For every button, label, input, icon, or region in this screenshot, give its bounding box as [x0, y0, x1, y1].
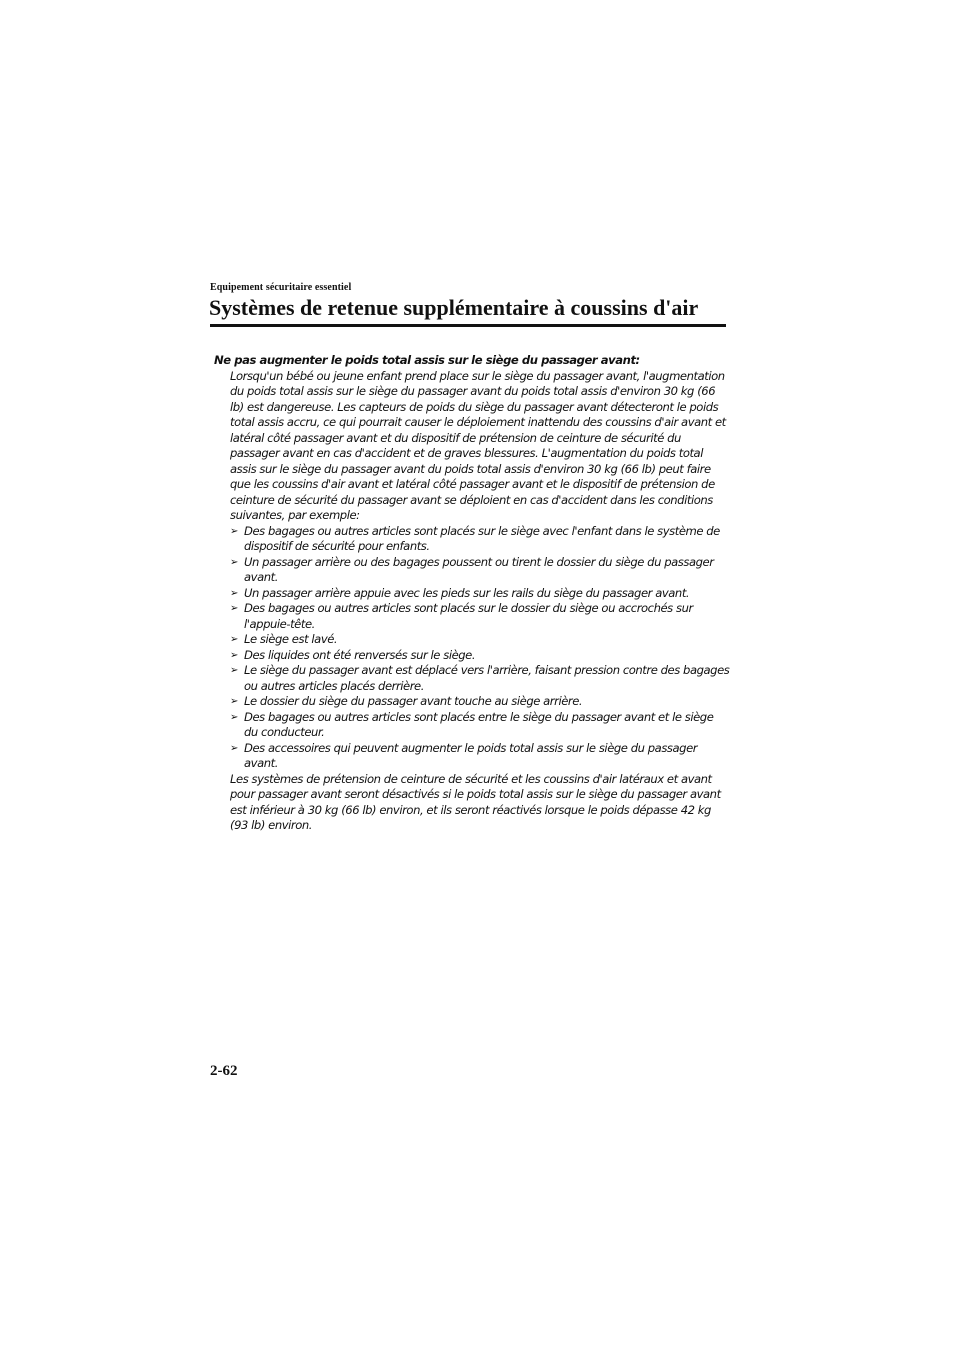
list-item-text: Le dossier du siège du passager avant touche au siège arrière. [244, 694, 583, 708]
list-item [230, 741, 730, 772]
list-item-text: Le siège du passager avant est déplacé vers l'arrière, faisant pression contre des bagages ou autres articles placés derrière. [244, 663, 730, 693]
section-label: Equipement sécuritaire essentiel [210, 282, 352, 293]
list-item [230, 524, 730, 555]
list-item [230, 663, 730, 694]
arrow-bullet-icon: ➢ [230, 556, 238, 568]
warning-heading: Ne pas augmenter le poids total assis sur le siège du passager avant: [214, 353, 640, 367]
page-number: 2-62 [210, 1063, 238, 1079]
arrow-bullet-icon: ➢ [230, 742, 238, 754]
list-item [230, 555, 730, 586]
warning-body: Lorsqu'un bébé ou jeune enfant prend place sur le siège du passager avant, l'augmentation du poids total assis sur le siège du passager avant du poids total assis d'environ 30 kg (66 lb) est dangereuse. Les capteurs de poids du siège du passager avant détecteront le poids total assis accru, ce qui pourrait causer le déploiement inattendu des coussins d'air avant et latéral côté passager avant et du dispositif de prétension de ceinture de sécurité du passager avant en cas d'accident et de graves blessures. L'augmentation du poids total assis sur le siège du passager avant du poids total assis d'environ 30 kg (66 lb) peut faire que les coussins d'air avant et latéral côté passager avant et le dispositif de prétension de ceinture de sécurité du passager avant se déploient en cas d'accident dans les conditions suivantes, par exemple: [230, 368, 726, 522]
title-divider [210, 324, 726, 327]
arrow-bullet-icon: ➢ [230, 696, 238, 707]
list-item [230, 586, 730, 602]
list-item-text: Des accessoires qui peuvent augmenter le poids total assis sur le siège du passager avant. [244, 740, 698, 770]
arrow-bullet-icon: ➢ [230, 665, 238, 676]
list-item-text: Des bagages ou autres articles sont placés sur le siège avec l'enfant dans le système de dispositif de sécurité pour enfants. [244, 523, 720, 553]
list-item-text: Un passager arrière ou des bagages poussent ou tirent le dossier du siège du passager avant. [244, 554, 714, 584]
list-item-text: Un passager arrière appuie avec les pieds sur les rails du siège du passager avant. [244, 585, 690, 600]
arrow-bullet-icon: ➢ [230, 525, 238, 537]
list-item-text: Des bagages ou autres articles sont placés sur le dossier du siège ou accrochés sur l'appuie-tête. [244, 601, 693, 631]
list-item [230, 694, 730, 710]
arrow-bullet-icon: ➢ [230, 711, 238, 723]
page-title: Systèmes de retenue supplémentaire à coussins d'air [209, 295, 699, 320]
list-item [230, 648, 730, 664]
arrow-bullet-icon: ➢ [230, 587, 238, 599]
arrow-bullet-icon: ➢ [230, 634, 238, 645]
list-item-text: Le siège est lavé. [244, 632, 338, 646]
list-item [230, 710, 730, 741]
warning-block [214, 353, 730, 834]
list-item [230, 632, 730, 648]
list-item-text: Des bagages ou autres articles sont placés entre le siège du passager avant et le siège du conducteur. [244, 709, 714, 739]
list-item-text: Des liquides ont été renversés sur le siège. [244, 647, 476, 662]
warning-footer: Les systèmes de prétension de ceinture de sécurité et les coussins d'air latéraux et avant pour passager avant seront désactivés si le poids total assis sur le siège du passager avant est inférieur à 30 kg (66 lb) environ, et ils seront réactivés lorsque le poids dépasse 42 kg (93 lb) environ. [230, 771, 721, 832]
arrow-bullet-icon: ➢ [230, 649, 238, 661]
list-item [230, 601, 730, 632]
arrow-bullet-icon: ➢ [230, 603, 238, 614]
conditions-list [214, 524, 730, 772]
